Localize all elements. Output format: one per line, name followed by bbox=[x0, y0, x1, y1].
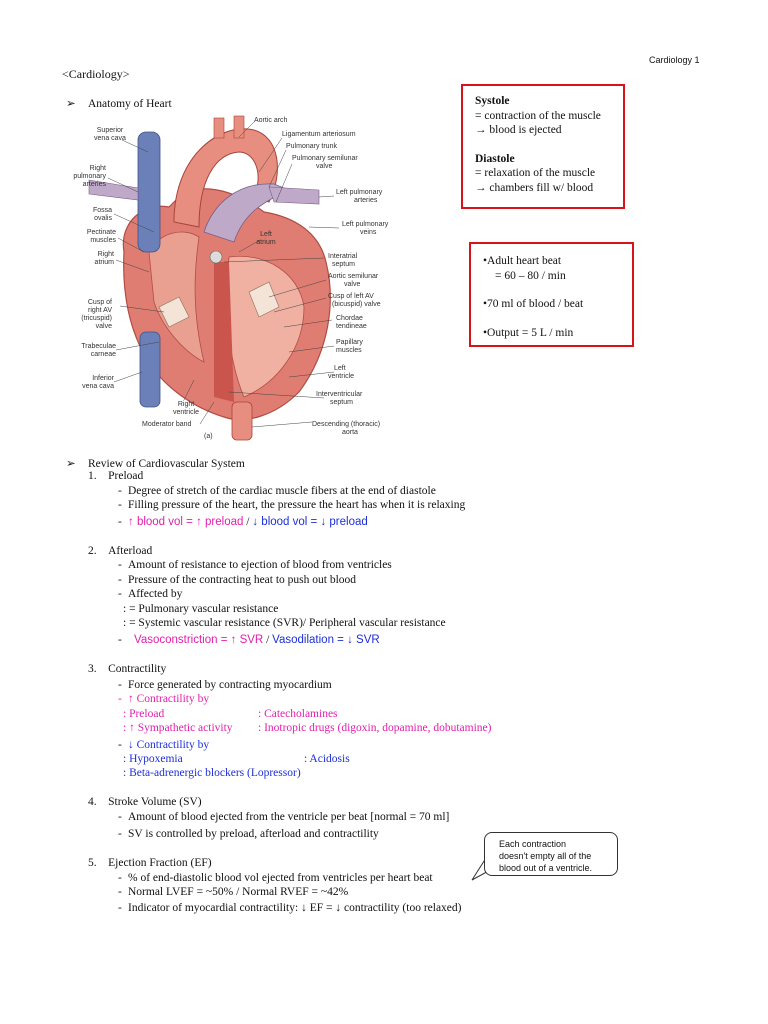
label-left-atrium: Left atrium bbox=[256, 231, 276, 246]
heartbeat-line2: = 60 – 80 / min bbox=[495, 269, 566, 282]
diastole-title: Diastole bbox=[475, 152, 515, 165]
descending-aorta-shape bbox=[232, 402, 252, 440]
afterload-sub2: : = Systemic vascular resistance (SVR)/ Peripheral vascular resistance bbox=[123, 617, 446, 629]
systole-title: Systole bbox=[475, 95, 510, 107]
contractility-item1: - Force generated by contracting myocardium bbox=[118, 679, 332, 691]
heartbeat-line4: •Output = 5 L / min bbox=[483, 326, 574, 339]
contractility-increase-label: - ↑ Contractility by bbox=[118, 693, 210, 705]
arrow-bullet-icon: ➢ bbox=[66, 458, 76, 470]
diastole-line2: → chambers fill w/ blood bbox=[475, 181, 594, 194]
ejection-fraction-title: 5. Ejection Fraction (EF) bbox=[88, 857, 212, 869]
heartbeat-box bbox=[469, 242, 634, 347]
label-ligamentum-arteriosum: Ligamentum arteriosum bbox=[282, 131, 356, 138]
ejection-fraction-item1: - % of end-diastolic blood vol ejected from ventricles per heart beat bbox=[118, 872, 433, 884]
label-right-atrium: Right atrium bbox=[94, 251, 114, 266]
contractility-inc-sympathetic: : ↑ Sympathetic activity bbox=[123, 722, 233, 734]
label-chordae-tendineae: Chordae tendineae bbox=[336, 315, 367, 330]
afterload-item1: - Amount of resistance to ejection of blood from ventricles bbox=[118, 559, 392, 571]
review-heading: ➢ Review of Cardiovascular System bbox=[66, 458, 245, 470]
label-aortic-semilunar-valve: Aortic semilunar valve bbox=[328, 273, 379, 288]
superior-vena-cava-shape bbox=[138, 132, 160, 252]
preload-item3: - ↑ blood vol = ↑ preload / ↓ blood vol = ↓ preload bbox=[118, 516, 368, 528]
afterload-sub1: : = Pulmonary vascular resistance bbox=[123, 603, 279, 615]
heartbeat-line3: •70 ml of blood / beat bbox=[483, 298, 584, 310]
contractility-decrease-label: - ↓ Contractility by bbox=[118, 739, 210, 751]
stroke-volume-title: 4. Stroke Volume (SV) bbox=[88, 796, 202, 808]
label-figure-tag: (a) bbox=[204, 433, 213, 440]
afterload-title: 2. Afterload bbox=[88, 545, 153, 557]
systole-line2: → blood is ejected bbox=[475, 124, 562, 136]
inferior-vena-cava-shape bbox=[140, 332, 160, 407]
label-cusp-left-av: Cusp of left AV (bicuspid) valve bbox=[328, 293, 381, 308]
heart-anatomy-diagram bbox=[64, 112, 400, 444]
label-left-pulmonary-arteries: Left pulmonary arteries bbox=[336, 189, 383, 204]
contractility-inc-preload: : Preload bbox=[123, 708, 165, 720]
afterload-item2: - Pressure of the contracting heat to push out blood bbox=[118, 574, 357, 586]
contractility-dec-acidosis: : Acidosis bbox=[304, 753, 350, 765]
afterload-item4: - Vasoconstriction = ↑ SVR / Vasodilation = ↓ SVR bbox=[118, 634, 380, 646]
label-papillary-muscles: Papillary muscles bbox=[336, 339, 363, 354]
label-pulmonary-trunk: Pulmonary trunk bbox=[286, 143, 337, 150]
anatomy-heading: ➢ Anatomy of Heart bbox=[66, 98, 172, 110]
label-superior-vena-cava: Superior vena cava bbox=[94, 127, 126, 142]
callout-line1: Each contraction bbox=[499, 839, 567, 849]
ejection-fraction-item2: - Normal LVEF = ~50% / Normal RVEF = ~42% bbox=[118, 886, 349, 898]
heartbeat-line1: •Adult heart beat bbox=[483, 255, 562, 267]
stroke-volume-item1: - Amount of blood ejected from the ventricle per beat [normal = 70 ml] bbox=[118, 811, 450, 823]
page-label: Cardiology 1 bbox=[649, 55, 700, 65]
stroke-volume-item2: - SV is controlled by preload, afterload and contractility bbox=[118, 828, 379, 840]
label-fossa-ovalis: Fossa ovalis bbox=[92, 207, 112, 222]
preload-title: 1. Preload bbox=[88, 470, 144, 482]
label-inferior-vena-cava: Inferior vena cava bbox=[82, 375, 114, 390]
label-left-ventricle: Left ventricle bbox=[328, 365, 355, 380]
contractility-title: 3. Contractility bbox=[88, 663, 167, 675]
contractility-dec-beta-blockers: : Beta-adrenergic blockers (Lopressor) bbox=[123, 767, 301, 779]
arrow-bullet-icon: ➢ bbox=[66, 98, 76, 110]
label-cusp-right-av: Cusp of right AV (tricuspid) valve bbox=[81, 299, 112, 330]
label-interventricular-septum: Interventricular septum bbox=[316, 391, 363, 406]
label-pectinate-muscles: Pectinate muscles bbox=[86, 229, 116, 244]
callout-line2: doesn't empty all of the bbox=[499, 851, 592, 861]
label-trabeculae-carneae: Trabeculae carneae bbox=[81, 343, 116, 358]
systole-diastole-box bbox=[461, 84, 625, 209]
preload-item2: - Filling pressure of the heart, the pressure the heart has when it is relaxing bbox=[118, 499, 466, 511]
label-aortic-arch: Aortic arch bbox=[254, 117, 288, 124]
systole-line1: = contraction of the muscle bbox=[475, 109, 601, 122]
label-interatrial-septum: Interatrial septum bbox=[328, 253, 358, 268]
preload-item1: - Degree of stretch of the cardiac muscle fibers at the end of diastole bbox=[118, 485, 436, 497]
contractility-inc-catecholamines: : Catecholamines bbox=[258, 708, 338, 720]
callout-line3: blood out of a ventricle. bbox=[499, 863, 593, 873]
ejection-fraction-item3: - Indicator of myocardial contractility: ↓ EF = ↓ contractility (too relaxed) bbox=[118, 902, 462, 914]
contractility-inc-inotropic: : Inotropic drugs (digoxin, dopamine, dobutamine) bbox=[258, 722, 492, 734]
label-right-ventricle: Right ventricle bbox=[172, 401, 200, 416]
document-title: <Cardiology> bbox=[62, 67, 130, 81]
label-moderator-band: Moderator band bbox=[142, 421, 192, 428]
label-left-pulmonary-veins: Left pulmonary veins bbox=[342, 221, 389, 236]
label-pulmonary-semilunar-valve: Pulmonary semilunar valve bbox=[292, 155, 358, 170]
callout-note bbox=[484, 832, 618, 876]
diastole-line1: = relaxation of the muscle bbox=[475, 167, 596, 179]
afterload-item3: - Affected by bbox=[118, 588, 183, 600]
label-right-pulmonary-arteries: Right pulmonary arteries bbox=[73, 165, 106, 188]
contractility-dec-hypoxemia: : Hypoxemia bbox=[123, 753, 183, 765]
label-descending-aorta: Descending (thoracic) aorta bbox=[312, 421, 381, 436]
